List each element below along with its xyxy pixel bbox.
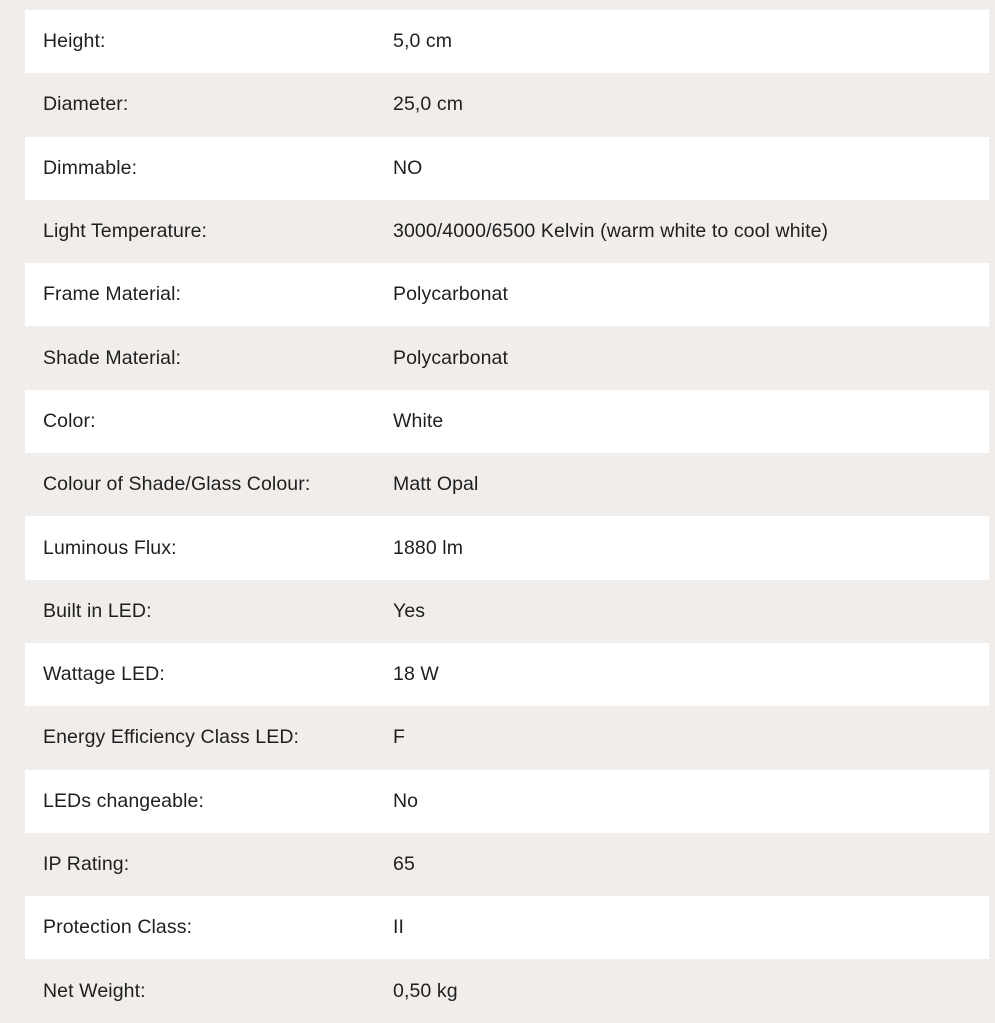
spec-row-protection-class [25,896,989,959]
spec-row-ip-rating [25,833,989,896]
spec-value: Matt Opal [393,473,479,496]
spec-row-built-in-led [25,580,989,643]
spec-label: Frame Material: [43,283,182,306]
spec-label: IP Rating: [43,853,130,875]
spec-label: Colour of Shade/Glass Colour: [43,473,311,496]
spec-label: Dimmable: [43,156,138,179]
spec-row-net-weight [25,959,989,1022]
spec-row-wattage-led [25,643,989,706]
spec-label: Diameter: [43,93,129,116]
spec-row-light-temperature [25,200,989,263]
spec-label: Energy Efficiency Class LED: [43,726,300,749]
spec-value: F [393,726,406,749]
spec-row-dimmable [25,137,989,200]
spec-value: 18 W [393,663,439,686]
spec-row-shade-material [25,326,989,389]
spec-label: Luminous Flux: [43,536,177,559]
spec-row-luminous-flux [25,516,989,579]
spec-value: No [393,789,419,812]
spec-row-shade-colour [25,453,989,516]
spec-value: NO [393,156,423,179]
spec-row-diameter [25,73,989,136]
spec-label: Color: [43,409,96,432]
spec-value: White [393,409,444,432]
spec-value: II [393,916,405,939]
spec-value: Yes [393,599,426,622]
spec-value: 0,50 kg [393,979,458,1002]
spec-row-height [25,10,989,73]
spec-value: Polycarbonat [393,346,509,369]
spec-label: Wattage LED: [43,663,165,686]
spec-row-leds-changeable [25,770,989,833]
spec-label: Shade Material: [43,346,182,369]
spec-value: 1880 lm [393,536,464,559]
spec-value: 65 [393,853,415,875]
spec-label: Built in LED: [43,599,152,622]
spec-row-energy-efficiency [25,706,989,769]
spec-value: Polycarbonat [393,283,509,306]
spec-label: Net Weight: [43,979,146,1002]
spec-label: Light Temperature: [43,220,208,243]
spec-value: 5,0 cm [393,30,453,53]
spec-label: Protection Class: [43,916,193,939]
spec-row-color [25,390,989,453]
spec-row-frame-material [25,263,989,326]
spec-label: Height: [43,30,106,53]
spec-table [25,10,989,1023]
spec-label: LEDs changeable: [43,789,204,812]
spec-value: 25,0 cm [393,93,464,116]
spec-value: 3000/4000/6500 Kelvin (warm white to cool white) [393,220,829,243]
